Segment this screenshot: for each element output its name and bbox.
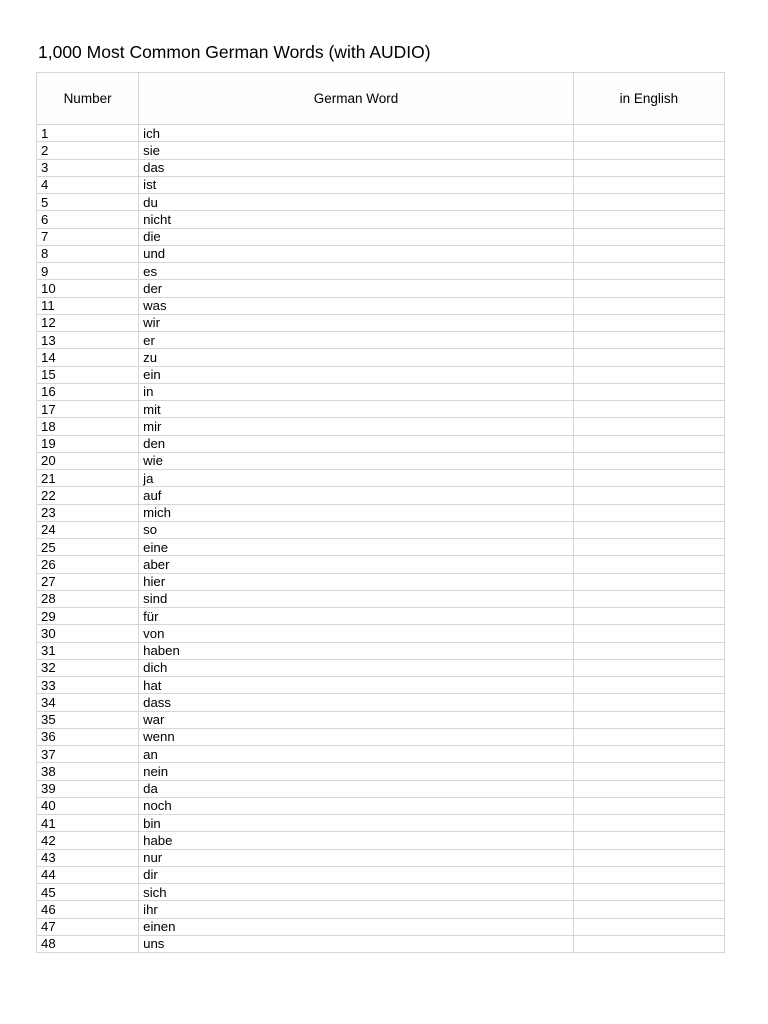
- cell-in-english: [573, 349, 724, 366]
- cell-german-word: die: [139, 228, 574, 245]
- table-row: [37, 901, 725, 918]
- cell-german-word: wir: [139, 314, 574, 331]
- cell-number: 36: [37, 728, 139, 745]
- table-row: [37, 504, 725, 521]
- cell-in-english: [573, 573, 724, 590]
- cell-number: 31: [37, 642, 139, 659]
- table-row: [37, 280, 725, 297]
- cell-in-english: [573, 194, 724, 211]
- cell-german-word: von: [139, 625, 574, 642]
- cell-number: 7: [37, 228, 139, 245]
- cell-number: 12: [37, 314, 139, 331]
- table-row: [37, 366, 725, 383]
- cell-german-word: sind: [139, 590, 574, 607]
- cell-in-english: [573, 211, 724, 228]
- cell-german-word: hier: [139, 573, 574, 590]
- cell-number: 48: [37, 935, 139, 952]
- cell-in-english: [573, 159, 724, 176]
- cell-in-english: [573, 314, 724, 331]
- cell-number: 19: [37, 435, 139, 452]
- cell-german-word: der: [139, 280, 574, 297]
- table-row: [37, 211, 725, 228]
- cell-number: 8: [37, 245, 139, 262]
- cell-number: 35: [37, 711, 139, 728]
- table-row: [37, 228, 725, 245]
- cell-number: 32: [37, 659, 139, 676]
- cell-number: 20: [37, 452, 139, 469]
- cell-in-english: [573, 521, 724, 538]
- cell-in-english: [573, 728, 724, 745]
- cell-german-word: wenn: [139, 728, 574, 745]
- table-row: [37, 194, 725, 211]
- cell-in-english: [573, 539, 724, 556]
- cell-number: 27: [37, 573, 139, 590]
- cell-number: 43: [37, 849, 139, 866]
- table-row: [37, 573, 725, 590]
- cell-in-english: [573, 815, 724, 832]
- cell-number: 11: [37, 297, 139, 314]
- cell-german-word: ist: [139, 176, 574, 193]
- table-row: [37, 142, 725, 159]
- cell-number: 6: [37, 211, 139, 228]
- cell-german-word: auf: [139, 487, 574, 504]
- table-row: [37, 556, 725, 573]
- cell-in-english: [573, 797, 724, 814]
- cell-german-word: ein: [139, 366, 574, 383]
- cell-number: 23: [37, 504, 139, 521]
- table-row: [37, 383, 725, 400]
- cell-german-word: mich: [139, 504, 574, 521]
- cell-german-word: sich: [139, 884, 574, 901]
- cell-german-word: ihr: [139, 901, 574, 918]
- table-row: [37, 176, 725, 193]
- cell-in-english: [573, 763, 724, 780]
- cell-in-english: [573, 608, 724, 625]
- cell-number: 24: [37, 521, 139, 538]
- cell-in-english: [573, 832, 724, 849]
- cell-german-word: bin: [139, 815, 574, 832]
- table-row: [37, 659, 725, 676]
- table-row: [37, 245, 725, 262]
- cell-german-word: den: [139, 435, 574, 452]
- cell-in-english: [573, 125, 724, 142]
- cell-german-word: du: [139, 194, 574, 211]
- cell-number: 16: [37, 383, 139, 400]
- cell-in-english: [573, 280, 724, 297]
- table-row: [37, 849, 725, 866]
- cell-number: 28: [37, 590, 139, 607]
- cell-german-word: so: [139, 521, 574, 538]
- cell-number: 45: [37, 884, 139, 901]
- cell-german-word: wie: [139, 452, 574, 469]
- cell-german-word: dass: [139, 694, 574, 711]
- cell-german-word: noch: [139, 797, 574, 814]
- cell-number: 38: [37, 763, 139, 780]
- table-row: [37, 314, 725, 331]
- cell-german-word: einen: [139, 918, 574, 935]
- cell-german-word: haben: [139, 642, 574, 659]
- cell-in-english: [573, 297, 724, 314]
- cell-number: 21: [37, 470, 139, 487]
- cell-in-english: [573, 849, 724, 866]
- cell-number: 15: [37, 366, 139, 383]
- cell-in-english: [573, 677, 724, 694]
- cell-german-word: und: [139, 245, 574, 262]
- table-row: [37, 452, 725, 469]
- table-row: [37, 677, 725, 694]
- word-table: [36, 72, 725, 953]
- cell-number: 17: [37, 401, 139, 418]
- cell-german-word: habe: [139, 832, 574, 849]
- cell-german-word: sie: [139, 142, 574, 159]
- cell-in-english: [573, 176, 724, 193]
- cell-number: 40: [37, 797, 139, 814]
- cell-in-english: [573, 884, 724, 901]
- table-row: [37, 470, 725, 487]
- cell-in-english: [573, 332, 724, 349]
- table-row: [37, 746, 725, 763]
- table-row: [37, 694, 725, 711]
- cell-german-word: es: [139, 263, 574, 280]
- cell-in-english: [573, 245, 724, 262]
- cell-number: 37: [37, 746, 139, 763]
- table-row: [37, 487, 725, 504]
- cell-number: 39: [37, 780, 139, 797]
- cell-number: 46: [37, 901, 139, 918]
- cell-number: 1: [37, 125, 139, 142]
- table-row: [37, 435, 725, 452]
- table-row: [37, 539, 725, 556]
- cell-german-word: uns: [139, 935, 574, 952]
- cell-german-word: nicht: [139, 211, 574, 228]
- cell-german-word: an: [139, 746, 574, 763]
- cell-in-english: [573, 918, 724, 935]
- cell-german-word: ja: [139, 470, 574, 487]
- cell-number: 13: [37, 332, 139, 349]
- cell-in-english: [573, 746, 724, 763]
- cell-number: 2: [37, 142, 139, 159]
- page-title: 1,000 Most Common German Words (with AUDIO): [38, 42, 431, 62]
- table-row: [37, 935, 725, 952]
- table-row: [37, 815, 725, 832]
- table-row: [37, 832, 725, 849]
- cell-in-english: [573, 401, 724, 418]
- cell-number: 5: [37, 194, 139, 211]
- cell-number: 9: [37, 263, 139, 280]
- table-row: [37, 418, 725, 435]
- cell-number: 41: [37, 815, 139, 832]
- table-row: [37, 521, 725, 538]
- cell-german-word: er: [139, 332, 574, 349]
- cell-german-word: mir: [139, 418, 574, 435]
- cell-in-english: [573, 711, 724, 728]
- cell-in-english: [573, 366, 724, 383]
- cell-in-english: [573, 780, 724, 797]
- table-row: [37, 918, 725, 935]
- cell-in-english: [573, 866, 724, 883]
- cell-german-word: was: [139, 297, 574, 314]
- table-row: [37, 866, 725, 883]
- table-row: [37, 728, 725, 745]
- cell-number: 22: [37, 487, 139, 504]
- table-row: [37, 711, 725, 728]
- cell-in-english: [573, 935, 724, 952]
- cell-in-english: [573, 263, 724, 280]
- cell-in-english: [573, 556, 724, 573]
- cell-in-english: [573, 452, 724, 469]
- cell-in-english: [573, 383, 724, 400]
- cell-number: 30: [37, 625, 139, 642]
- table-row: [37, 780, 725, 797]
- table-row: [37, 263, 725, 280]
- column-header-number: Number: [37, 73, 139, 125]
- table-row: [37, 763, 725, 780]
- cell-in-english: [573, 694, 724, 711]
- cell-number: 44: [37, 866, 139, 883]
- table-row: [37, 401, 725, 418]
- cell-german-word: da: [139, 780, 574, 797]
- cell-german-word: für: [139, 608, 574, 625]
- cell-in-english: [573, 470, 724, 487]
- table-row: [37, 125, 725, 142]
- cell-german-word: dich: [139, 659, 574, 676]
- cell-in-english: [573, 901, 724, 918]
- cell-in-english: [573, 642, 724, 659]
- cell-in-english: [573, 435, 724, 452]
- table-row: [37, 625, 725, 642]
- cell-number: 26: [37, 556, 139, 573]
- table-row: [37, 590, 725, 607]
- cell-german-word: in: [139, 383, 574, 400]
- cell-german-word: eine: [139, 539, 574, 556]
- table-row: [37, 608, 725, 625]
- table-row: [37, 884, 725, 901]
- table-row: [37, 297, 725, 314]
- column-header-german-word: German Word: [139, 73, 574, 125]
- column-header-in-english: in English: [573, 73, 724, 125]
- cell-in-english: [573, 590, 724, 607]
- cell-german-word: war: [139, 711, 574, 728]
- cell-german-word: nein: [139, 763, 574, 780]
- cell-german-word: das: [139, 159, 574, 176]
- table-header-row: [37, 73, 725, 125]
- table-row: [37, 332, 725, 349]
- cell-number: 14: [37, 349, 139, 366]
- cell-in-english: [573, 625, 724, 642]
- table-row: [37, 349, 725, 366]
- cell-number: 42: [37, 832, 139, 849]
- cell-number: 34: [37, 694, 139, 711]
- cell-german-word: dir: [139, 866, 574, 883]
- cell-german-word: hat: [139, 677, 574, 694]
- cell-number: 18: [37, 418, 139, 435]
- table-row: [37, 159, 725, 176]
- cell-in-english: [573, 504, 724, 521]
- cell-in-english: [573, 418, 724, 435]
- table-row: [37, 642, 725, 659]
- cell-in-english: [573, 228, 724, 245]
- cell-number: 33: [37, 677, 139, 694]
- cell-number: 4: [37, 176, 139, 193]
- cell-in-english: [573, 142, 724, 159]
- cell-german-word: ich: [139, 125, 574, 142]
- cell-german-word: mit: [139, 401, 574, 418]
- table-body: [37, 125, 725, 953]
- cell-german-word: nur: [139, 849, 574, 866]
- table-row: [37, 797, 725, 814]
- cell-number: 29: [37, 608, 139, 625]
- cell-in-english: [573, 487, 724, 504]
- cell-german-word: aber: [139, 556, 574, 573]
- cell-number: 47: [37, 918, 139, 935]
- cell-in-english: [573, 659, 724, 676]
- cell-number: 3: [37, 159, 139, 176]
- cell-number: 25: [37, 539, 139, 556]
- cell-number: 10: [37, 280, 139, 297]
- cell-german-word: zu: [139, 349, 574, 366]
